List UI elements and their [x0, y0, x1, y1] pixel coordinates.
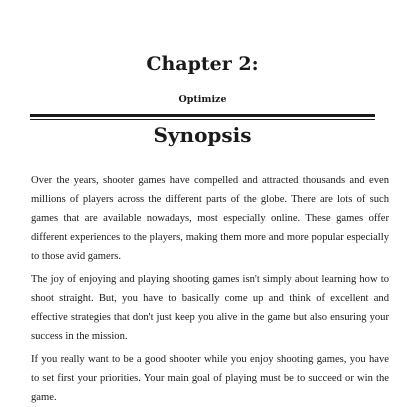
paragraph-3: If you really want to be a good shooter while you enjoy shooting games, you have to set first your priorities. Your main goal of playing must be to succeed or win the game. — [31, 353, 389, 403]
paragraph-1: Over the years, shooter games have compelled and attracted thousands and even millions of players across the different parts of the globe. There are lots of such games that are available nowadays, most especially online. These games offer different experiences to the players, making them more and more popular especially to those avid gamers. — [31, 174, 389, 263]
section-title: Synopsis — [153, 123, 252, 147]
divider-thin — [30, 119, 375, 120]
chapter-subtitle: Optimize — [178, 94, 227, 105]
divider-thick — [30, 114, 375, 117]
chapter-title: Chapter 2: — [146, 53, 259, 75]
paragraph-2: The joy of enjoying and playing shooting games isn't simply about learning how to shoot straight. But, you have to basically come up and think of excellent and effective strategies that don't just keep you alive in the game but also ensuring your success in the mission. — [31, 273, 389, 343]
